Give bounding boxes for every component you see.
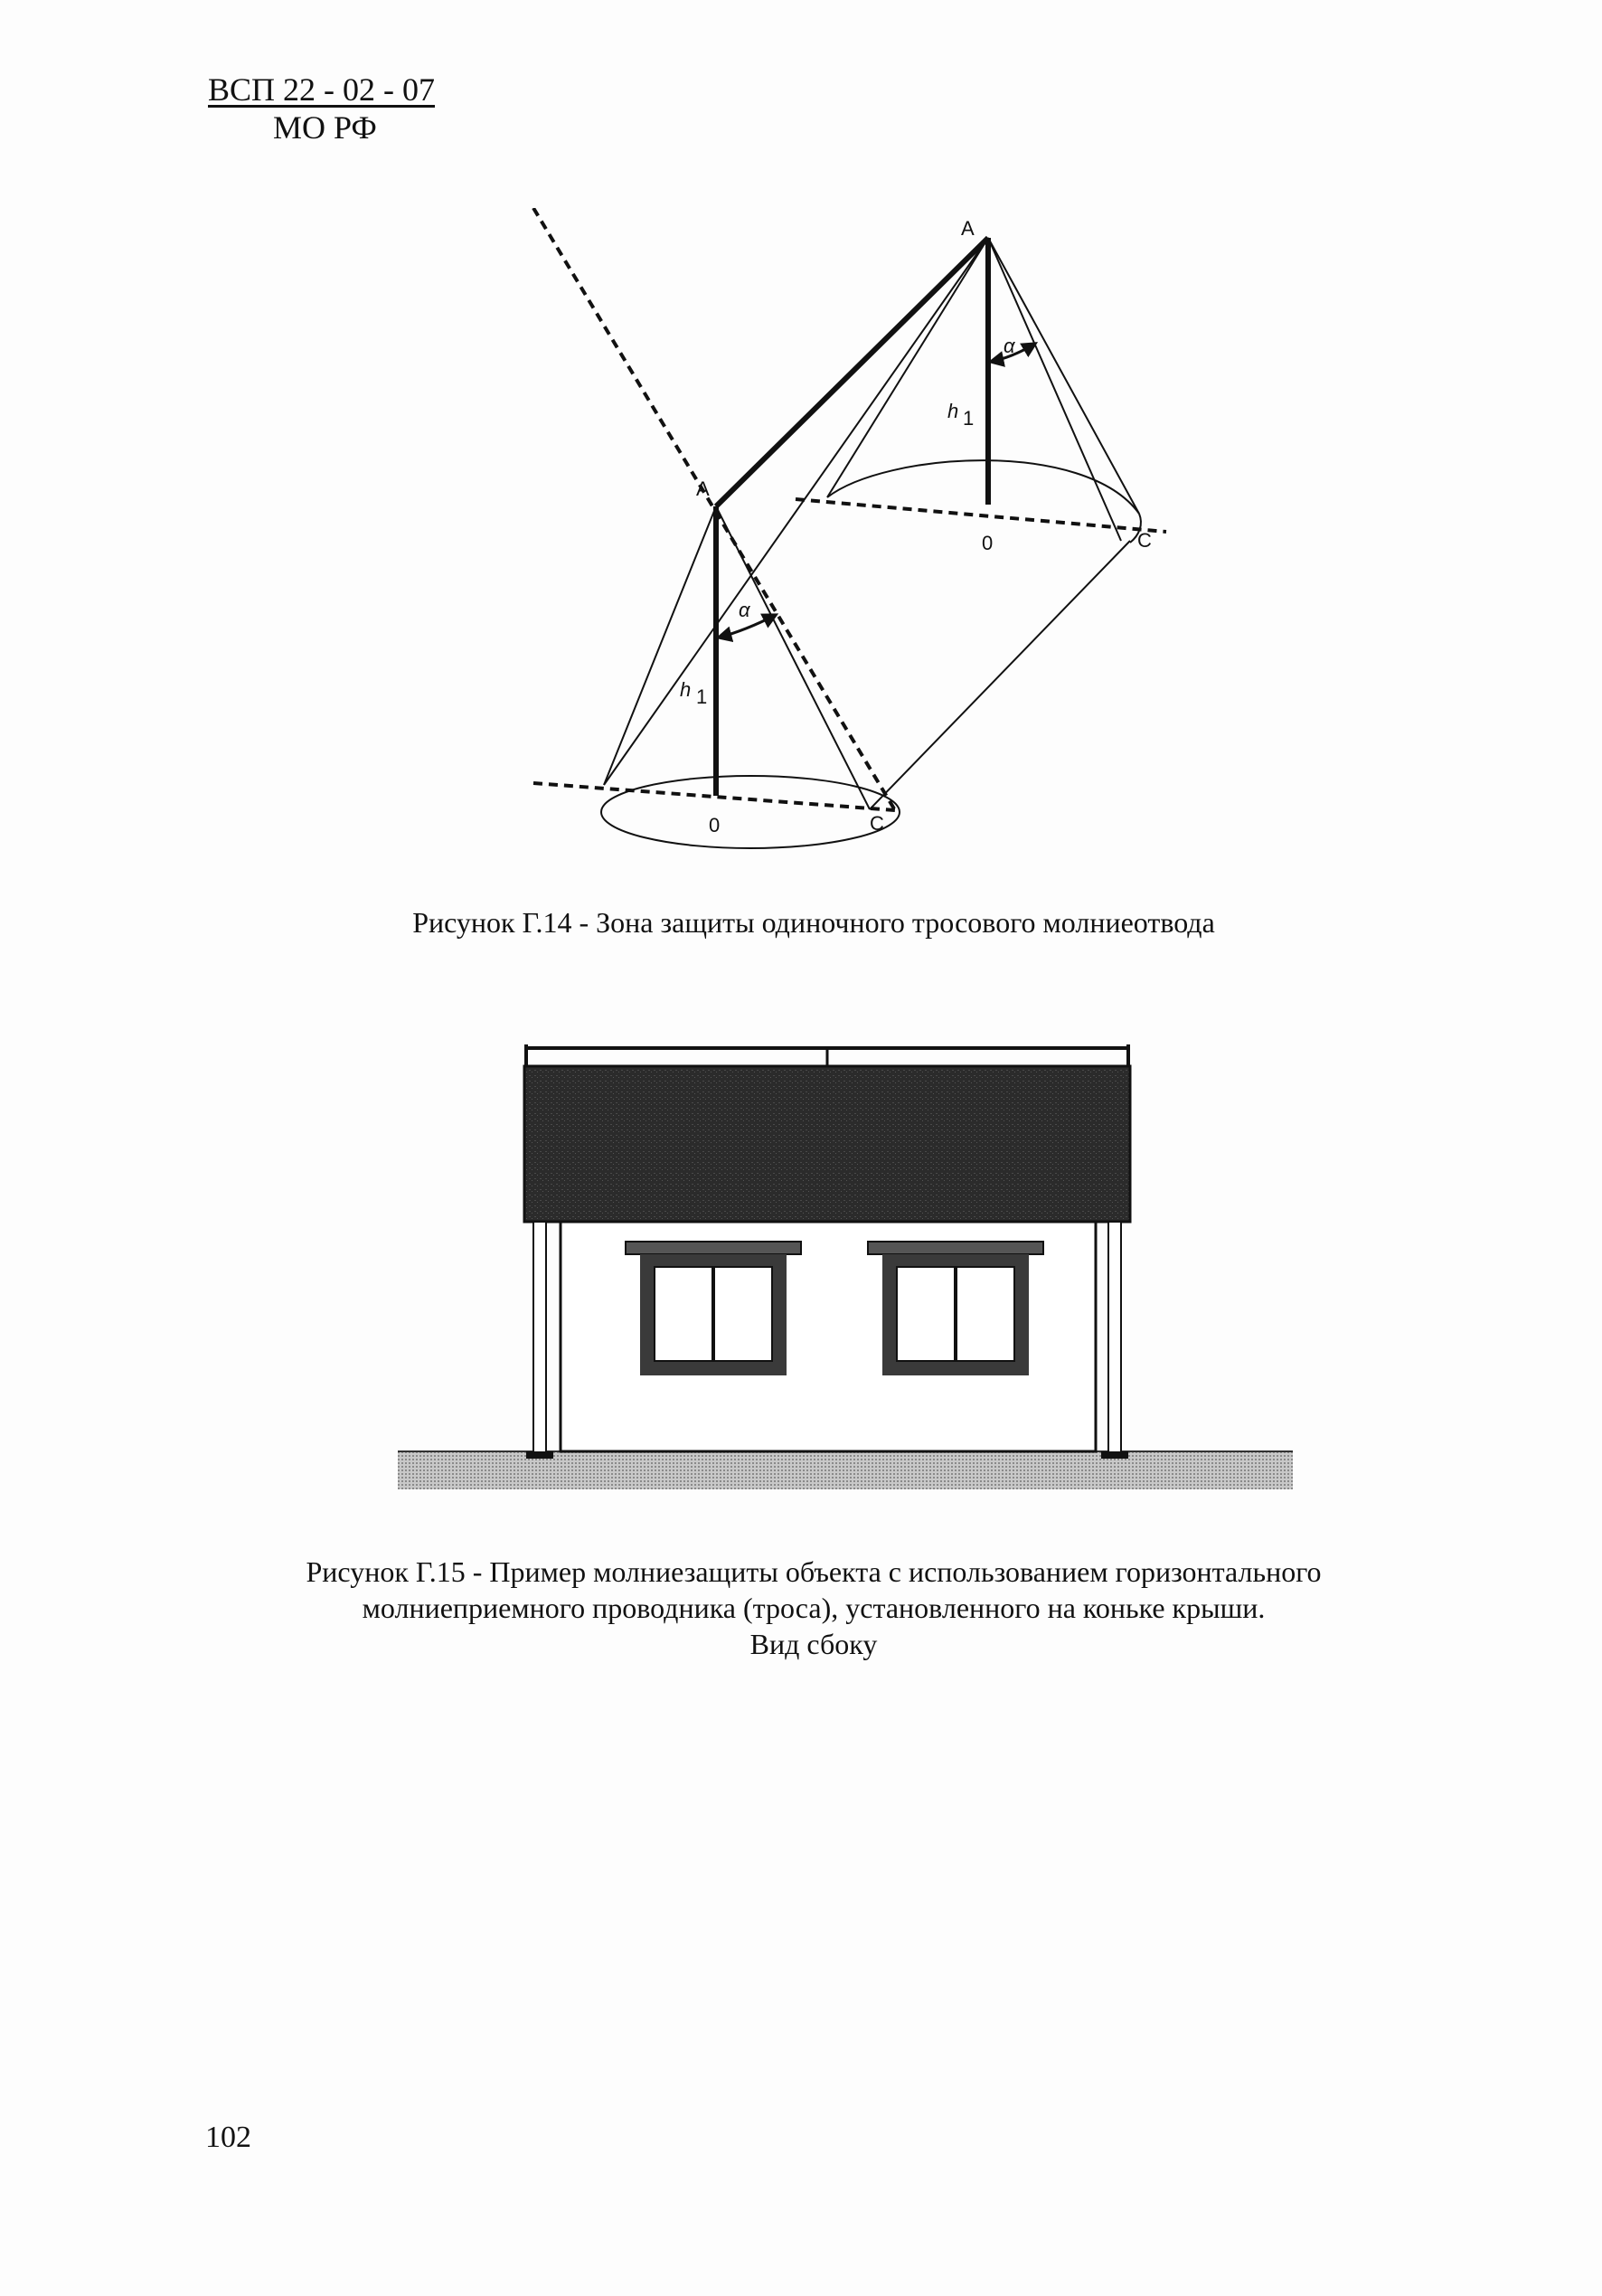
right-window [868,1242,1043,1375]
figure-14-caption [136,904,1492,940]
caption-line: Рисунок Г.15 - Пример молниезащиты объекта с использованием горизонтального [306,1555,1322,1588]
left-ground-electrode [526,1451,553,1459]
upper-cone-right-edge [988,238,1139,514]
envelope-bottom-line [870,541,1130,809]
document-code: ВСП 22 - 02 - 07 [208,71,435,108]
left-window [626,1242,801,1375]
label-h-lower: h [680,678,692,701]
cable [716,238,988,506]
right-down-conductor [1108,1222,1121,1453]
label-alpha-upper: α [1004,335,1015,357]
roof [524,1066,1130,1222]
label-edge-upper: C [1137,529,1152,552]
caption-line: Вид сбоку [749,1628,878,1660]
label-edge-lower: C [870,812,884,835]
label-h-upper: h [947,400,959,422]
label-lower-apex: A [696,477,710,500]
label-base-upper: 0 [982,532,994,554]
label-base-lower: 0 [709,814,721,836]
label-h-upper-subscript: 1 [963,407,975,430]
lower-cone-right-edge [716,506,870,809]
document-header [208,71,452,146]
figure-15-caption [136,1554,1492,1662]
label-h-lower-subscript: 1 [696,685,708,708]
upper-cone-inner-edge [988,238,1121,541]
lower-cone-left-edge [604,506,716,785]
upper-cone-left-edge [827,238,988,497]
figure-15-drawing [398,1035,1293,1506]
caption-line: Рисунок Г.14 - Зона защиты одиночного тросового молниеотвода [412,906,1215,939]
figure-14-diagram [506,208,1211,859]
lower-base-ellipse [601,776,900,848]
document-organization: МО РФ [273,109,377,146]
page-number: 102 [205,2121,251,2154]
left-down-conductor [533,1222,546,1453]
envelope-left-line [604,238,988,785]
right-ground-electrode [1101,1451,1128,1459]
label-alpha-lower: α [739,599,750,621]
label-top-apex: A [961,217,975,240]
caption-line: молниеприемного проводника (троса), установленного на коньке крыши. [362,1592,1266,1624]
